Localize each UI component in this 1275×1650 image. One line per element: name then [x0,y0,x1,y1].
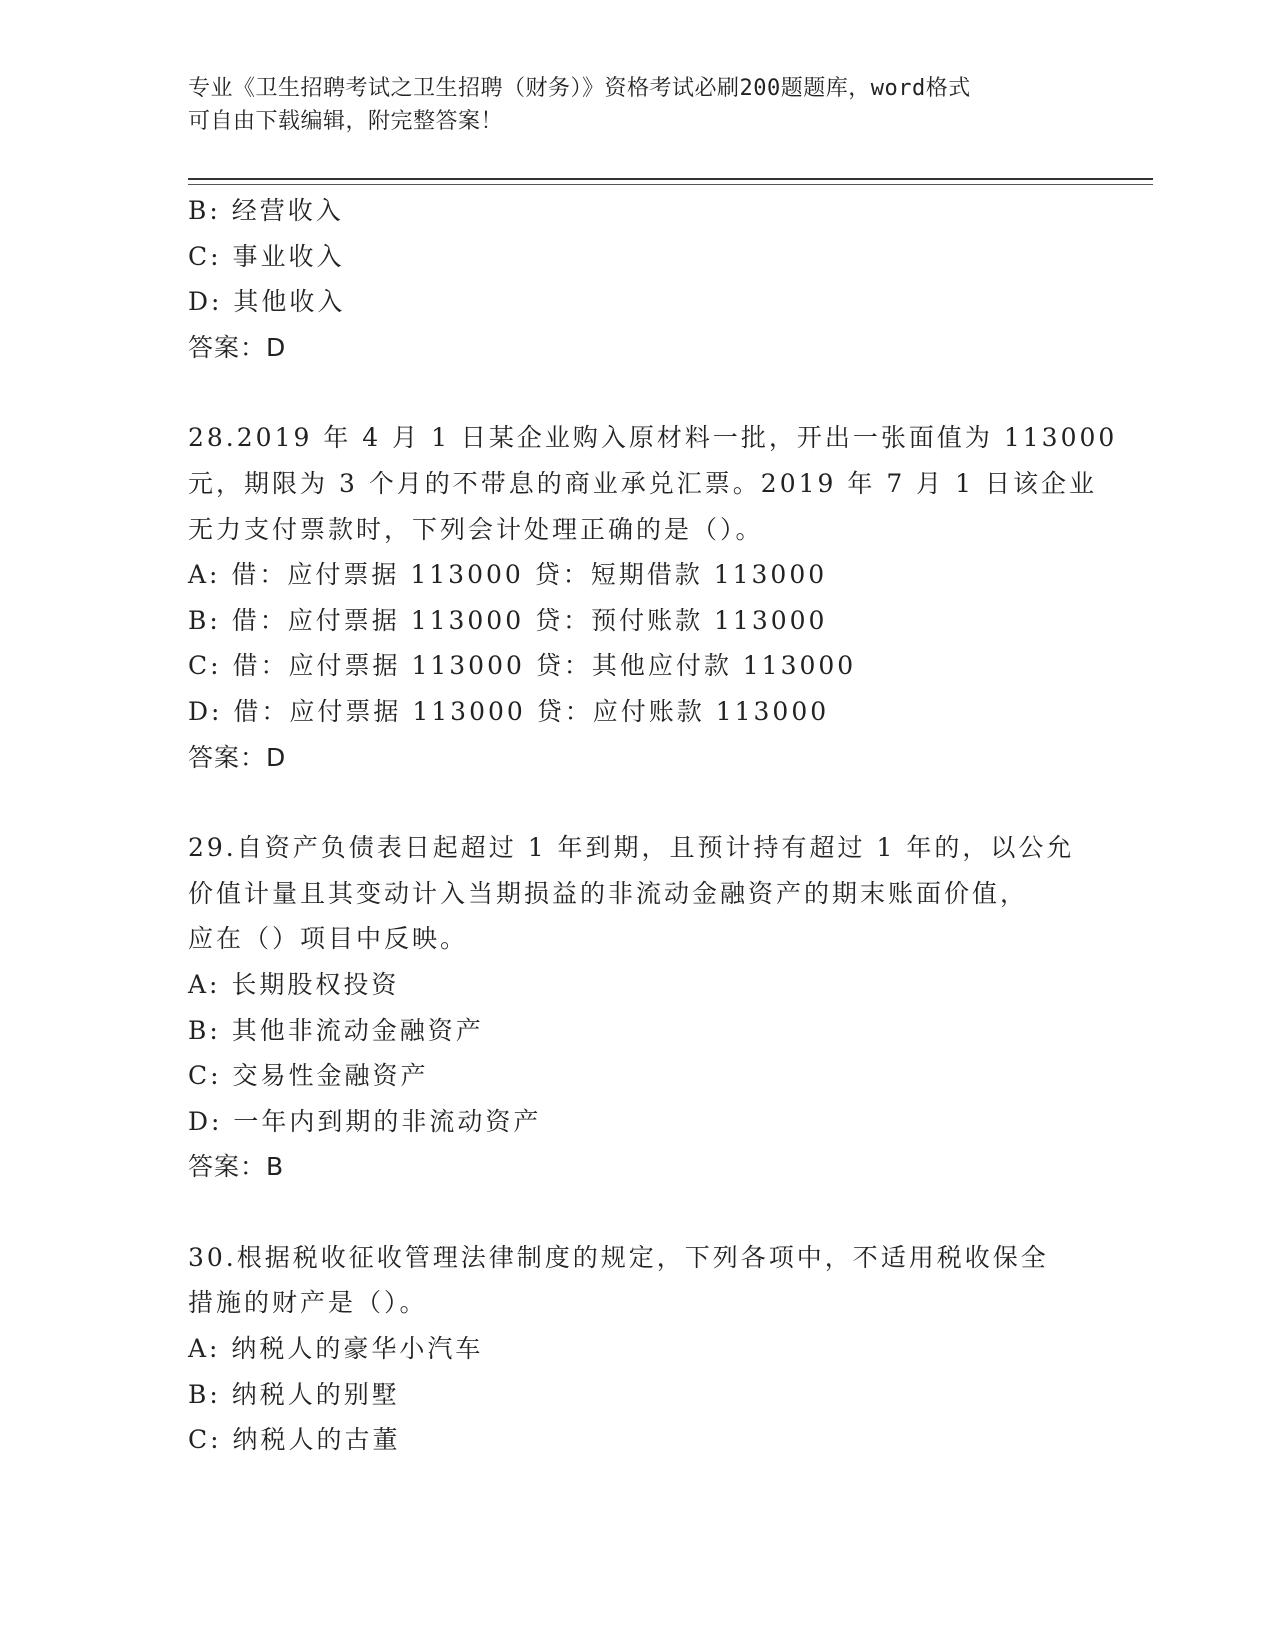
header-divider-thin [188,184,1153,185]
option-d: D: 一年内到期的非流动资产 [188,1106,542,1136]
option-c: C: 纳税人的古董 [188,1425,401,1455]
question-text-line: 价值计量且其变动计入当期损益的非流动金融资产的期末账面价值， [188,878,1029,908]
question-28 [188,415,1118,780]
option-d: D: 借：应付票据 113000 贷：应付账款 113000 [188,696,830,726]
question-text-line: 措施的财产是（）。 [188,1288,428,1318]
option-a: A: 借：应付票据 113000 贷：短期借款 113000 [188,560,828,590]
question-text-line: 元，期限为 3 个月的不带息的商业承兑汇票。2019 年 7 月 1 日该企业 [188,468,1097,498]
option-b: B: 借：应付票据 113000 贷：预付账款 113000 [188,605,828,635]
question-text-line: 无力支付票款时，下列会计处理正确的是（）。 [188,514,764,544]
option-c: C: 交易性金融资产 [188,1061,429,1091]
option-c: C: 借：应付票据 113000 贷：其他应付款 113000 [188,651,857,681]
question-text-line: 30.根据税收征收管理法律制度的规定，下列各项中，不适用税收保全 [188,1242,1049,1272]
option-d: D: 其他收入 [188,287,346,317]
option-b: B: 经营收入 [188,196,344,225]
answer-line: 答案：D [188,332,287,362]
option-a: A: 长期股权投资 [188,969,400,999]
option-a: A: 纳税人的豪华小汽车 [188,1334,484,1364]
option-b: B: 纳税人的别墅 [188,1379,400,1409]
question-content [188,188,1118,1463]
header-title-line-1: 专业《卫生招聘考试之卫生招聘（财务）》资格考试必刷200题题库，word格式 [188,76,971,101]
header-title-line-2: 可自由下载编辑，附完整答案！ [188,109,504,134]
option-c: C: 事业收入 [188,241,345,271]
answer-line: 答案：B [188,1152,285,1182]
question-text-line: 29.自资产负债表日起超过 1 年到期，且预计持有超过 1 年的，以公允 [188,833,1075,863]
answer-line: 答案：D [188,742,287,772]
page-header [188,72,1068,138]
option-b: B: 其他非流动金融资产 [188,1015,484,1045]
question-text-line: 应在（）项目中反映。 [188,924,469,954]
question-text-line: 28.2019 年 4 月 1 日某企业购入原材料一批，开出一张面值为 113000 [188,423,1118,453]
header-divider [188,178,1153,180]
previous-question-tail [188,188,1088,370]
question-30 [188,1235,1088,1463]
question-29 [188,825,1088,1190]
